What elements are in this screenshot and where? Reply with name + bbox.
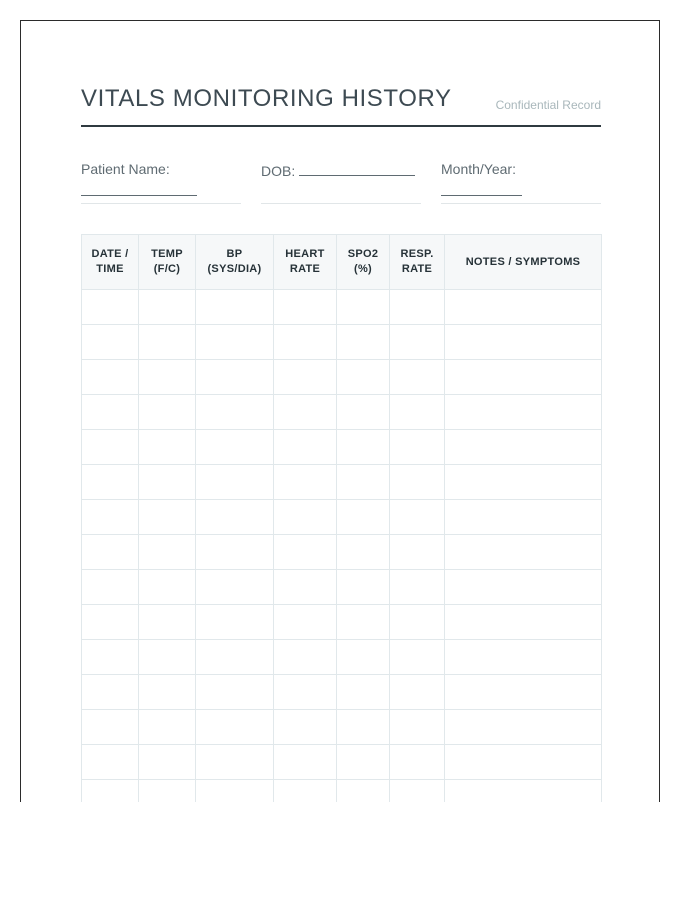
- table-cell[interactable]: [196, 465, 274, 500]
- table-row: [82, 395, 602, 430]
- table-cell[interactable]: [445, 570, 602, 605]
- table-cell[interactable]: [337, 640, 390, 675]
- table-row: [82, 290, 602, 325]
- table-cell[interactable]: [337, 535, 390, 570]
- table-cell[interactable]: [390, 675, 445, 710]
- table-cell[interactable]: [337, 500, 390, 535]
- table-cell[interactable]: [274, 780, 337, 803]
- table-cell[interactable]: [196, 290, 274, 325]
- form-page: [20, 20, 660, 802]
- table-cell[interactable]: [139, 395, 196, 430]
- table-cell[interactable]: [390, 290, 445, 325]
- table-cell[interactable]: [445, 395, 602, 430]
- table-cell[interactable]: [445, 290, 602, 325]
- month-year-blank[interactable]: [441, 181, 522, 196]
- table-cell[interactable]: [196, 570, 274, 605]
- table-cell[interactable]: [82, 745, 139, 780]
- table-cell[interactable]: [82, 535, 139, 570]
- table-cell[interactable]: [337, 360, 390, 395]
- table-cell[interactable]: [196, 640, 274, 675]
- table-row: [82, 780, 602, 803]
- table-cell[interactable]: [139, 675, 196, 710]
- table-cell[interactable]: [445, 745, 602, 780]
- table-cell[interactable]: [139, 780, 196, 803]
- table-cell[interactable]: [274, 605, 337, 640]
- table-cell[interactable]: [139, 360, 196, 395]
- dob-blank[interactable]: [299, 161, 415, 176]
- month-year-field[interactable]: [441, 161, 601, 204]
- table-cell[interactable]: [82, 290, 139, 325]
- table-row: [82, 745, 602, 780]
- table-cell[interactable]: [274, 290, 337, 325]
- table-cell[interactable]: [274, 325, 337, 360]
- column-header-temp: TEMP (F/C): [139, 235, 196, 290]
- month-year-label: Month/Year:: [441, 161, 516, 177]
- table-cell[interactable]: [139, 465, 196, 500]
- table-cell[interactable]: [390, 710, 445, 745]
- table-cell[interactable]: [390, 640, 445, 675]
- table-cell[interactable]: [390, 430, 445, 465]
- table-cell[interactable]: [274, 710, 337, 745]
- table-cell[interactable]: [337, 605, 390, 640]
- column-header-resp-rate: RESP. RATE: [390, 235, 445, 290]
- table-cell[interactable]: [445, 430, 602, 465]
- table-cell[interactable]: [445, 535, 602, 570]
- vitals-table: [81, 234, 602, 802]
- column-header-notes-symptoms: NOTES / SYMPTOMS: [445, 235, 602, 290]
- table-cell[interactable]: [139, 430, 196, 465]
- table-row: [82, 535, 602, 570]
- table-row: [82, 605, 602, 640]
- table-cell[interactable]: [196, 500, 274, 535]
- table-cell[interactable]: [82, 465, 139, 500]
- table-cell[interactable]: [274, 465, 337, 500]
- confidential-label: Confidential Record: [495, 98, 601, 112]
- table-cell[interactable]: [139, 325, 196, 360]
- table-cell[interactable]: [337, 780, 390, 803]
- table-cell[interactable]: [82, 640, 139, 675]
- table-cell[interactable]: [445, 640, 602, 675]
- table-cell[interactable]: [82, 605, 139, 640]
- table-cell[interactable]: [337, 290, 390, 325]
- patient-info-fields: [81, 161, 601, 205]
- table-cell[interactable]: [196, 395, 274, 430]
- table-cell[interactable]: [139, 640, 196, 675]
- table-cell[interactable]: [82, 360, 139, 395]
- table-cell[interactable]: [82, 710, 139, 745]
- table-cell[interactable]: [139, 290, 196, 325]
- table-cell[interactable]: [445, 675, 602, 710]
- column-header-heart-rate: HEART RATE: [274, 235, 337, 290]
- table-cell[interactable]: [274, 430, 337, 465]
- table-cell[interactable]: [390, 570, 445, 605]
- table-cell[interactable]: [390, 535, 445, 570]
- table-cell[interactable]: [196, 675, 274, 710]
- table-row: [82, 465, 602, 500]
- table-cell[interactable]: [196, 535, 274, 570]
- table-cell[interactable]: [274, 535, 337, 570]
- table-cell[interactable]: [139, 710, 196, 745]
- table-cell[interactable]: [196, 605, 274, 640]
- table-cell[interactable]: [274, 745, 337, 780]
- patient-name-label: Patient Name:: [81, 161, 170, 177]
- table-cell[interactable]: [82, 325, 139, 360]
- table-cell[interactable]: [445, 710, 602, 745]
- table-cell[interactable]: [445, 360, 602, 395]
- table-cell[interactable]: [445, 605, 602, 640]
- table-row: [82, 570, 602, 605]
- table-cell[interactable]: [196, 430, 274, 465]
- table-row: [82, 500, 602, 535]
- table-cell[interactable]: [390, 745, 445, 780]
- table-cell[interactable]: [390, 325, 445, 360]
- table-cell[interactable]: [445, 325, 602, 360]
- table-cell[interactable]: [274, 675, 337, 710]
- table-cell[interactable]: [82, 570, 139, 605]
- patient-name-field[interactable]: [81, 161, 241, 204]
- dob-label: DOB:: [261, 163, 296, 179]
- table-cell[interactable]: [390, 605, 445, 640]
- table-row: [82, 640, 602, 675]
- table-cell[interactable]: [337, 570, 390, 605]
- table-cell[interactable]: [82, 500, 139, 535]
- table-cell[interactable]: [390, 465, 445, 500]
- table-row: [82, 430, 602, 465]
- table-cell[interactable]: [390, 395, 445, 430]
- column-header-bp: BP (SYS/DIA): [196, 235, 274, 290]
- table-row: [82, 325, 602, 360]
- table-cell[interactable]: [337, 465, 390, 500]
- table-row: [82, 710, 602, 745]
- column-header-spo2: SPO2 (%): [337, 235, 390, 290]
- table-cell[interactable]: [82, 395, 139, 430]
- table-cell[interactable]: [337, 745, 390, 780]
- table-cell[interactable]: [274, 360, 337, 395]
- table-row: [82, 675, 602, 710]
- table-cell[interactable]: [196, 325, 274, 360]
- table-cell[interactable]: [337, 325, 390, 360]
- page-title: VITALS MONITORING HISTORY: [81, 85, 452, 112]
- table-cell[interactable]: [82, 430, 139, 465]
- table-cell[interactable]: [390, 500, 445, 535]
- table-cell[interactable]: [337, 675, 390, 710]
- table-cell[interactable]: [139, 535, 196, 570]
- table-cell[interactable]: [139, 745, 196, 780]
- table-cell[interactable]: [390, 360, 445, 395]
- table-cell[interactable]: [196, 780, 274, 803]
- vitals-table-body: [82, 290, 602, 803]
- table-cell[interactable]: [445, 465, 602, 500]
- table-cell[interactable]: [337, 430, 390, 465]
- table-cell[interactable]: [196, 745, 274, 780]
- table-cell[interactable]: [196, 360, 274, 395]
- table-cell[interactable]: [274, 570, 337, 605]
- table-cell[interactable]: [337, 395, 390, 430]
- table-cell[interactable]: [139, 605, 196, 640]
- table-cell[interactable]: [274, 500, 337, 535]
- table-cell[interactable]: [274, 640, 337, 675]
- table-cell[interactable]: [196, 710, 274, 745]
- table-cell[interactable]: [390, 780, 445, 803]
- table-cell[interactable]: [337, 710, 390, 745]
- document-header: [81, 83, 601, 127]
- table-cell[interactable]: [82, 780, 139, 803]
- column-header-date-time: DATE / TIME: [82, 235, 139, 290]
- table-cell[interactable]: [445, 500, 602, 535]
- table-cell[interactable]: [139, 500, 196, 535]
- table-row: [82, 360, 602, 395]
- table-cell[interactable]: [139, 570, 196, 605]
- table-header-row: [82, 235, 602, 290]
- table-cell[interactable]: [445, 780, 602, 803]
- table-cell[interactable]: [274, 395, 337, 430]
- patient-name-blank[interactable]: [81, 181, 197, 196]
- table-cell[interactable]: [82, 675, 139, 710]
- dob-field[interactable]: [261, 161, 421, 204]
